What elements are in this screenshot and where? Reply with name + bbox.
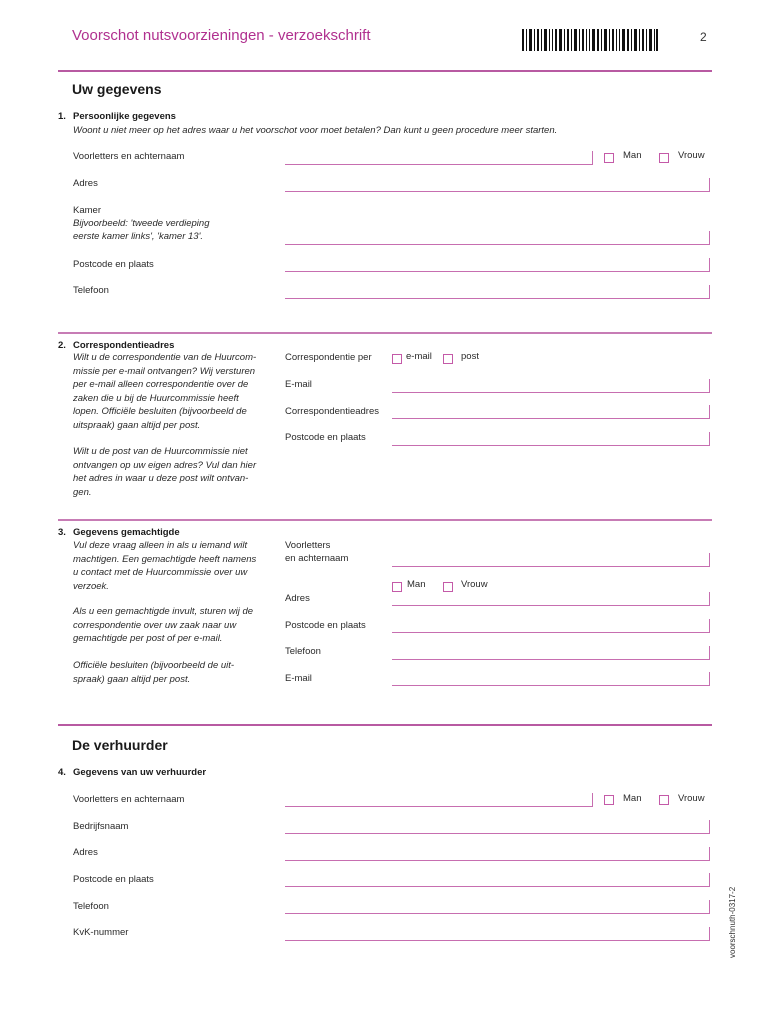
q3-name-label-2: en achternaam (285, 553, 349, 564)
q4-vrouw-checkbox[interactable] (659, 795, 669, 805)
section-title-de-verhuurder: De verhuurder (72, 737, 168, 753)
section-title-uw-gegevens: Uw gegevens (72, 81, 162, 97)
q3-name-label-1: Voorletters (285, 540, 331, 551)
divider-q2 (58, 332, 712, 334)
q3-address-field[interactable] (392, 592, 710, 606)
q2-email-option-label: e-mail (406, 351, 432, 362)
q1-note: Woont u niet meer op het adres waar u het voorschot voor moet betalen? Dan kunt u geen procedure meer starten. (73, 125, 558, 136)
q1-name-field[interactable] (285, 151, 593, 165)
divider-q3 (58, 519, 712, 521)
q3-email-label: E-mail (285, 673, 312, 684)
q4-postcode-label: Postcode en plaats (73, 874, 154, 885)
question-title-gegevens-gemachtigde: Gegevens gemachtigde (73, 527, 180, 538)
q3-name-field[interactable] (392, 553, 710, 567)
q1-man-label: Man (623, 150, 642, 161)
q4-company-label: Bedrijfsnaam (73, 821, 129, 832)
header-divider (58, 70, 712, 72)
q2-postcode-field[interactable] (392, 432, 710, 446)
q2-note-a: Wilt u de correspondentie van de Huurcom- missie per e-mail ontvangen? Wij versturen per e-mail alleen correspondentie over de zaken die u bij de Huurcommissie heeft lopen. Officiële besluiten (bijvoorbeeld de uitspraak) gaan altijd per post. (73, 352, 257, 431)
q4-phone-field[interactable] (285, 900, 710, 914)
divider-section2 (58, 724, 712, 726)
q4-postcode-field[interactable] (285, 873, 710, 887)
q4-phone-label: Telefoon (73, 901, 109, 912)
q1-name-label: Voorletters en achternaam (73, 151, 185, 162)
q1-phone-label: Telefoon (73, 285, 109, 296)
q2-note-b: Wilt u de post van de Huurcommissie niet ontvangen op uw eigen adres? Vul dan hier het adres in waar u deze post wilt ontvan- gen. (73, 446, 257, 498)
q4-man-label: Man (623, 793, 642, 804)
q1-address-field[interactable] (285, 178, 710, 192)
q1-phone-field[interactable] (285, 285, 710, 299)
q3-man-checkbox[interactable] (392, 582, 402, 592)
q1-vrouw-checkbox[interactable] (659, 153, 669, 163)
q4-name-label: Voorletters en achternaam (73, 794, 185, 805)
form-code: voorschnuth-0317-2 (728, 886, 737, 958)
q1-vrouw-label: Vrouw (678, 150, 705, 161)
question-number: 2. (58, 340, 66, 351)
q4-address-field[interactable] (285, 847, 710, 861)
q2-post-checkbox[interactable] (443, 354, 453, 364)
q2-post-option-label: post (461, 351, 479, 362)
q2-email-checkbox[interactable] (392, 354, 402, 364)
q4-kvk-field[interactable] (285, 927, 710, 941)
q3-email-field[interactable] (392, 672, 710, 686)
q3-address-label: Adres (285, 593, 310, 604)
q2-email-label: E-mail (285, 379, 312, 390)
q2-address-field[interactable] (392, 405, 710, 419)
q3-postcode-label: Postcode en plaats (285, 620, 366, 631)
q3-postcode-field[interactable] (392, 619, 710, 633)
q4-man-checkbox[interactable] (604, 795, 614, 805)
q1-address-label: Adres (73, 178, 98, 189)
q3-note-a: Vul deze vraag alleen in als u iemand wilt machtigen. Een gemachtigde heeft namens u contact met de Huurcommissie over uw verzoek. (73, 540, 257, 592)
q4-name-field[interactable] (285, 793, 593, 807)
q4-kvk-label: KvK-nummer (73, 927, 129, 938)
question-title-persoonlijke-gegevens: Persoonlijke gegevens (73, 111, 176, 122)
q4-vrouw-label: Vrouw (678, 793, 705, 804)
q2-corr-label: Correspondentie per (285, 352, 372, 363)
q4-company-field[interactable] (285, 820, 710, 834)
q3-man-label: Man (407, 579, 426, 590)
q2-postcode-label: Postcode en plaats (285, 432, 366, 443)
q1-room-field[interactable] (285, 231, 710, 245)
page-number: 2 (700, 30, 707, 44)
q1-room-label: Kamer (73, 205, 101, 216)
barcode (522, 29, 658, 51)
question-number: 3. (58, 527, 66, 538)
q3-note-b: Als u een gemachtigde invult, sturen wij de correspondentie over uw zaak naar uw gemachtigde per post of per e-mail. (73, 606, 254, 644)
question-title-gegevens-verhuurder: Gegevens van uw verhuurder (73, 767, 207, 778)
q3-phone-field[interactable] (392, 646, 710, 660)
document-title: Voorschot nutsvoorzieningen - verzoekschrift (72, 27, 371, 44)
q1-room-note-2: eerste kamer links', 'kamer 13'. (73, 231, 204, 242)
q1-postcode-field[interactable] (285, 258, 710, 272)
q2-email-field[interactable] (392, 379, 710, 393)
q1-man-checkbox[interactable] (604, 153, 614, 163)
question-number: 4. (58, 767, 66, 778)
q1-room-note-1: Bijvoorbeeld: 'tweede verdieping (73, 218, 210, 229)
q3-vrouw-checkbox[interactable] (443, 582, 453, 592)
q3-note-c: Officiële besluiten (bijvoorbeeld de uit- spraak) gaan altijd per post. (73, 660, 235, 685)
question-number: 1. (58, 111, 66, 122)
q3-vrouw-label: Vrouw (461, 579, 488, 590)
q4-address-label: Adres (73, 847, 98, 858)
q2-address-label: Correspondentieadres (285, 406, 380, 417)
q1-postcode-label: Postcode en plaats (73, 259, 154, 270)
question-title-correspondentieadres: Correspondentieadres (73, 340, 175, 351)
q3-phone-label: Telefoon (285, 646, 321, 657)
